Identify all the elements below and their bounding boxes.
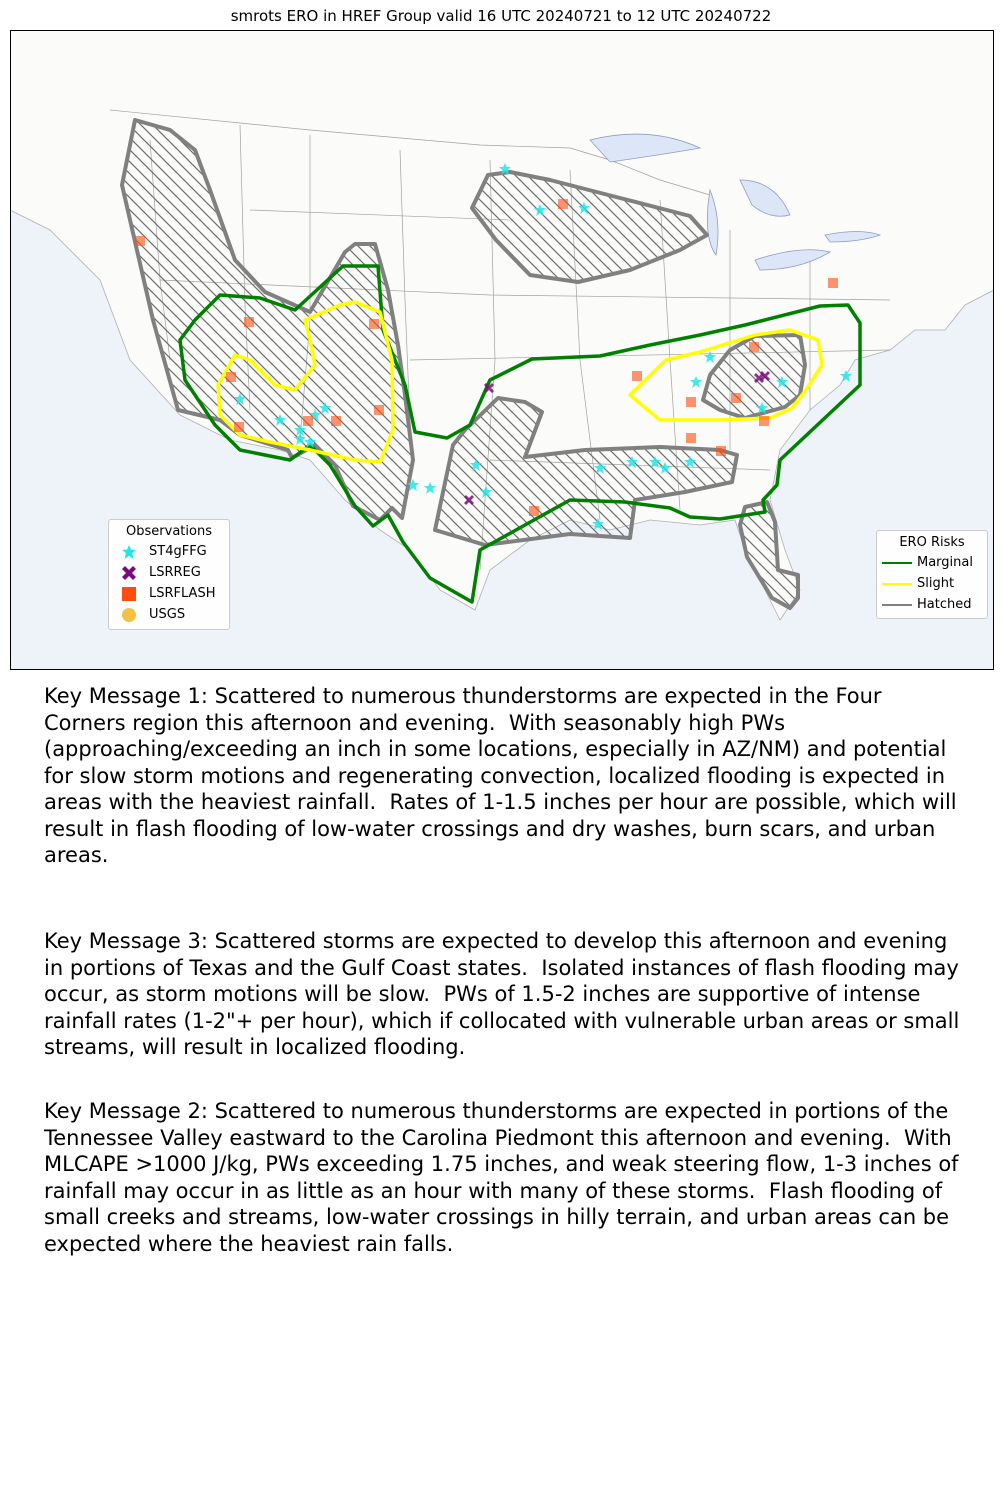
x-icon: [109, 565, 149, 581]
legend-item-hatched: [877, 594, 987, 615]
legend-item-lsrreg: [109, 562, 229, 583]
line-swatch-icon: [877, 604, 917, 606]
legend-item-marginal: [877, 552, 987, 573]
circle-icon: [109, 607, 149, 623]
observations-legend-title: Observations: [126, 524, 212, 539]
legend-item-usgs: [109, 604, 229, 625]
legend-item-st4gffg: [109, 541, 229, 562]
legend-label-lsrreg: LSRREG: [149, 565, 201, 580]
legend-item-slight: [877, 573, 987, 594]
map-title: smrots ERO in HREF Group valid 16 UTC 20240721 to 12 UTC 20240722: [230, 7, 772, 25]
legend-label-st4gffg: ST4gFFG: [149, 544, 207, 559]
line-swatch-icon: [877, 562, 917, 564]
legend-label-usgs: USGS: [149, 607, 186, 622]
ero-legend-title: ERO Risks: [899, 535, 965, 550]
key-message-3: Key Message 3: Scattered storms are expected to develop this afternoon and evening in portions of Texas and the Gulf Coast states. Isolated instances of flash flooding may occur, as storm motions will be slow. PWs of 1.5-2 inches are supportive of intense rainfall rates (1-2"+ per hour), which if collocated with vulnerable urban areas or small streams, will result in localized flooding.: [44, 929, 967, 1059]
legend-label-marginal: Marginal: [917, 555, 973, 570]
square-icon: [109, 586, 149, 602]
observations-legend: [108, 519, 230, 630]
ero-risks-legend: [876, 530, 988, 619]
legend-label-slight: Slight: [917, 576, 955, 591]
key-message-1: Key Message 1: Scattered to numerous thunderstorms are expected in the Four Corners region this afternoon and evening. With seasonably high PWs (approaching/exceeding an inch in some locations, especially in AZ/NM) and potential for slow storm motions and regenerating convection, localized flooding is expected in areas with the heaviest rainfall. Rates of 1-1.5 inches per hour are possible, which will result in flash flooding of low-water crossings and dry washes, burn scars, and urban areas.: [44, 684, 964, 867]
legend-label-lsrflash: LSRFLASH: [149, 586, 216, 601]
key-message-2: Key Message 2: Scattered to numerous thunderstorms are expected in portions of the Tennessee Valley eastward to the Carolina Piedmont this afternoon and evening. With MLCAPE >1000 J/kg, PWs exceeding 1.75 inches, and weak steering flow, 1-3 inches of rainfall may occur in as little as an hour with many of these storms. Flash flooding of small creeks and streams, low-water crossings in hilly terrain, and urban areas can be expected where the heaviest rain falls.: [44, 1099, 966, 1256]
line-swatch-icon: [877, 583, 917, 585]
star-icon: [109, 544, 149, 560]
legend-label-hatched: Hatched: [917, 597, 972, 612]
legend-item-lsrflash: [109, 583, 229, 604]
